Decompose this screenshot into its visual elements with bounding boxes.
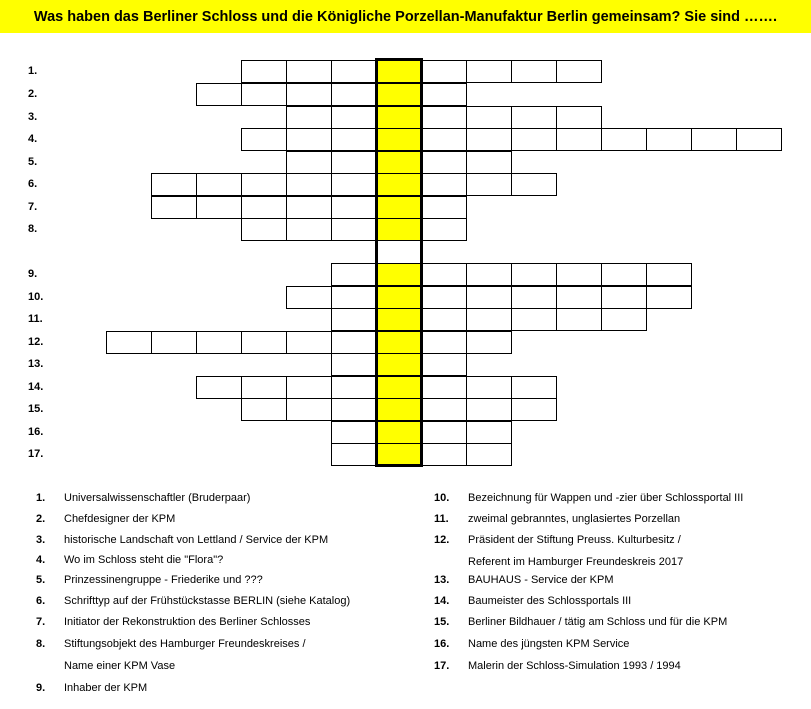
solution-cell[interactable] xyxy=(376,421,422,444)
solution-cell[interactable] xyxy=(376,196,422,219)
crossword-cell[interactable] xyxy=(421,308,467,331)
solution-cell[interactable] xyxy=(376,376,422,399)
crossword-cell[interactable] xyxy=(286,331,332,354)
crossword-cell[interactable] xyxy=(466,421,512,444)
crossword-cell[interactable] xyxy=(421,443,467,466)
crossword-cell[interactable] xyxy=(331,376,377,399)
crossword-cell[interactable] xyxy=(331,263,377,286)
solution-cell[interactable] xyxy=(376,151,422,174)
page-title: Was haben das Berliner Schloss und die Königliche Porzellan-Manufaktur Berlin gemeinsam? Sie sind ……. xyxy=(0,0,811,33)
clue-number: 2. xyxy=(36,513,46,525)
crossword-cell[interactable] xyxy=(511,308,557,331)
crossword-cell[interactable] xyxy=(241,218,287,241)
row-number: 10. xyxy=(28,291,44,303)
crossword-cell[interactable] xyxy=(331,308,377,331)
clue-text: Chefdesigner der KPM xyxy=(64,513,176,525)
solution-cell[interactable] xyxy=(376,443,422,466)
crossword-cell[interactable] xyxy=(511,286,557,309)
row-number: 11. xyxy=(28,313,43,325)
crossword-cell[interactable] xyxy=(601,263,647,286)
crossword-cell[interactable] xyxy=(286,376,332,399)
crossword-cell[interactable] xyxy=(151,331,197,354)
crossword-cell[interactable] xyxy=(286,196,332,219)
crossword-cell[interactable] xyxy=(331,443,377,466)
row-number: 1. xyxy=(28,65,38,77)
crossword-cell[interactable] xyxy=(421,331,467,354)
row-number: 14. xyxy=(28,381,44,393)
crossword-cell[interactable] xyxy=(556,308,602,331)
crossword-cell[interactable] xyxy=(466,151,512,174)
clue-text: Schrifttyp auf der Frühstückstasse BERLIN (siehe Katalog) xyxy=(64,595,351,607)
crossword-cell[interactable] xyxy=(601,128,647,151)
crossword-cell[interactable] xyxy=(511,173,557,196)
crossword-cell[interactable] xyxy=(556,286,602,309)
crossword-cell[interactable] xyxy=(646,263,692,286)
crossword-cell[interactable] xyxy=(241,173,287,196)
crossword-cell[interactable] xyxy=(331,286,377,309)
crossword-cell[interactable] xyxy=(646,128,692,151)
clue-number: 14. xyxy=(434,595,450,607)
crossword-cell[interactable] xyxy=(466,443,512,466)
crossword-cell[interactable] xyxy=(421,376,467,399)
crossword-cell[interactable] xyxy=(331,331,377,354)
clue-text: historische Landschaft von Lettland / Service der KPM xyxy=(64,534,329,546)
row-number: 2. xyxy=(28,88,38,100)
crossword-cell[interactable] xyxy=(421,196,467,219)
crossword-cell[interactable] xyxy=(196,331,242,354)
crossword-cell[interactable] xyxy=(646,286,692,309)
row-number: 15. xyxy=(28,403,44,415)
crossword-cell[interactable] xyxy=(196,376,242,399)
crossword-cell[interactable] xyxy=(556,263,602,286)
crossword-cell[interactable] xyxy=(196,173,242,196)
crossword-cell[interactable] xyxy=(421,286,467,309)
solution-cell[interactable] xyxy=(376,173,422,196)
crossword-cell[interactable] xyxy=(331,196,377,219)
solution-cell[interactable] xyxy=(376,353,422,376)
crossword-cell[interactable] xyxy=(241,128,287,151)
crossword-cell[interactable] xyxy=(466,106,512,129)
crossword-cell[interactable] xyxy=(556,128,602,151)
crossword-cell[interactable] xyxy=(466,263,512,286)
clue-number: 13. xyxy=(434,574,450,586)
crossword-cell[interactable] xyxy=(286,151,332,174)
clue-text: Name einer KPM Vase xyxy=(64,660,176,672)
row-number: 3. xyxy=(28,111,38,123)
crossword-cell[interactable] xyxy=(106,331,152,354)
crossword-cell[interactable] xyxy=(421,263,467,286)
crossword-cell[interactable] xyxy=(241,60,287,83)
row-number: 4. xyxy=(28,133,38,145)
crossword-cell[interactable] xyxy=(286,106,332,129)
row-number: 9. xyxy=(28,268,38,280)
solution-cell[interactable] xyxy=(376,218,422,241)
crossword-cell[interactable] xyxy=(421,353,467,376)
crossword-cell[interactable] xyxy=(736,128,782,151)
clue-number: 17. xyxy=(434,660,450,672)
row-number: 7. xyxy=(28,201,38,213)
row-number: 17. xyxy=(28,448,44,460)
solution-cell[interactable] xyxy=(376,106,422,129)
crossword-cell[interactable] xyxy=(241,196,287,219)
clue-number: 16. xyxy=(434,638,450,650)
clue-number: 8. xyxy=(36,638,46,650)
clue-number: 12. xyxy=(434,534,450,546)
crossword-cell[interactable] xyxy=(466,308,512,331)
crossword-cell[interactable] xyxy=(241,83,287,106)
solution-cell[interactable] xyxy=(376,60,422,83)
crossword-cell[interactable] xyxy=(511,128,557,151)
crossword-cell[interactable] xyxy=(331,421,377,444)
crossword-cell[interactable] xyxy=(331,83,377,106)
crossword-cell[interactable] xyxy=(421,106,467,129)
crossword-cell[interactable] xyxy=(466,173,512,196)
solution-cell[interactable] xyxy=(376,398,422,421)
crossword-cell[interactable] xyxy=(421,421,467,444)
crossword-cell[interactable] xyxy=(511,263,557,286)
clue-text: Name des jüngsten KPM Service xyxy=(468,638,630,650)
clue-text: Referent im Hamburger Freundeskreis 2017 xyxy=(468,556,684,568)
crossword-cell[interactable] xyxy=(466,286,512,309)
crossword-cell[interactable] xyxy=(286,286,332,309)
row-number: 8. xyxy=(28,223,38,235)
solution-cell[interactable] xyxy=(376,263,422,286)
solution-cell[interactable] xyxy=(376,83,422,106)
clue-text: Stiftungsobjekt des Hamburger Freundeskreises / xyxy=(64,638,306,650)
clue-text: Inhaber der KPM xyxy=(64,682,148,694)
clue-text: BAUHAUS - Service der KPM xyxy=(468,574,614,586)
row-number: 13. xyxy=(28,358,44,370)
crossword-cell[interactable] xyxy=(241,398,287,421)
row-number: 12. xyxy=(28,336,44,348)
crossword-cell[interactable] xyxy=(286,128,332,151)
crossword-cell[interactable] xyxy=(556,60,602,83)
clue-text: Wo im Schloss steht die "Flora"? xyxy=(64,554,224,566)
crossword-cell[interactable] xyxy=(286,83,332,106)
clue-number: 9. xyxy=(36,682,46,694)
crossword-cell[interactable] xyxy=(601,286,647,309)
clue-number: 15. xyxy=(434,616,450,628)
crossword-cell[interactable] xyxy=(421,173,467,196)
solution-cell[interactable] xyxy=(376,308,422,331)
clue-number: 3. xyxy=(36,534,46,546)
clue-number: 4. xyxy=(36,554,46,566)
crossword-cell[interactable] xyxy=(421,128,467,151)
crossword-cell[interactable] xyxy=(556,106,602,129)
solution-cell[interactable] xyxy=(376,128,422,151)
clue-text: Prinzessinengruppe - Friederike und ??? xyxy=(64,574,263,586)
clue-text: Universalwissenschaftler (Bruderpaar) xyxy=(64,492,251,504)
crossword-cell[interactable] xyxy=(511,376,557,399)
crossword-cell[interactable] xyxy=(466,398,512,421)
crossword-cell[interactable] xyxy=(421,398,467,421)
crossword-cell[interactable] xyxy=(511,106,557,129)
crossword-cell[interactable] xyxy=(466,331,512,354)
crossword-cell[interactable] xyxy=(466,128,512,151)
crossword-cell[interactable] xyxy=(601,308,647,331)
crossword-cell[interactable] xyxy=(331,173,377,196)
clue-number: 7. xyxy=(36,616,46,628)
crossword-cell[interactable] xyxy=(151,173,197,196)
crossword-cell[interactable] xyxy=(331,151,377,174)
clue-text: Baumeister des Schlossportals III xyxy=(468,595,632,607)
clue-number: 6. xyxy=(36,595,46,607)
solution-cell[interactable] xyxy=(376,286,422,309)
clue-text: Präsident der Stiftung Preuss. Kulturbesitz / xyxy=(468,534,681,546)
crossword-cell[interactable] xyxy=(466,376,512,399)
crossword-cell[interactable] xyxy=(691,128,737,151)
clue-text: Berliner Bildhauer / tätig am Schloss und für die KPM xyxy=(468,616,728,628)
clue-number: 10. xyxy=(434,492,450,504)
crossword-cell[interactable] xyxy=(511,398,557,421)
crossword-cell[interactable] xyxy=(421,60,467,83)
crossword-cell[interactable] xyxy=(196,83,242,106)
crossword-cell[interactable] xyxy=(421,151,467,174)
clue-text: zweimal gebranntes, unglasiertes Porzellan xyxy=(468,513,681,525)
crossword-cell[interactable] xyxy=(421,218,467,241)
crossword-cell[interactable] xyxy=(511,60,557,83)
crossword-cell[interactable] xyxy=(331,353,377,376)
clue-number: 1. xyxy=(36,492,46,504)
crossword-cell[interactable] xyxy=(421,83,467,106)
solution-cell[interactable] xyxy=(376,331,422,354)
crossword-cell[interactable] xyxy=(196,196,242,219)
clue-text: Bezeichnung für Wappen und -zier über Schlossportal III xyxy=(468,492,744,504)
crossword-cell[interactable] xyxy=(331,218,377,241)
row-number: 16. xyxy=(28,426,44,438)
crossword-cell[interactable] xyxy=(331,398,377,421)
crossword-cell[interactable] xyxy=(286,218,332,241)
crossword-cell[interactable] xyxy=(286,60,332,83)
crossword-cell[interactable] xyxy=(151,196,197,219)
crossword-cell[interactable] xyxy=(331,106,377,129)
row-number: 6. xyxy=(28,178,38,190)
row-number: 5. xyxy=(28,156,38,168)
clue-number: 11. xyxy=(434,513,449,525)
crossword-cell[interactable] xyxy=(466,60,512,83)
clue-text: Initiator der Rekonstruktion des Berliner Schlosses xyxy=(64,616,311,628)
crossword-cell[interactable] xyxy=(331,128,377,151)
crossword-cell[interactable] xyxy=(286,398,332,421)
clue-number: 5. xyxy=(36,574,46,586)
crossword-cell[interactable] xyxy=(331,60,377,83)
crossword-cell[interactable] xyxy=(241,376,287,399)
crossword-cell[interactable] xyxy=(241,331,287,354)
crossword-cell[interactable] xyxy=(286,173,332,196)
clue-text: Malerin der Schloss-Simulation 1993 / 1994 xyxy=(468,660,681,672)
